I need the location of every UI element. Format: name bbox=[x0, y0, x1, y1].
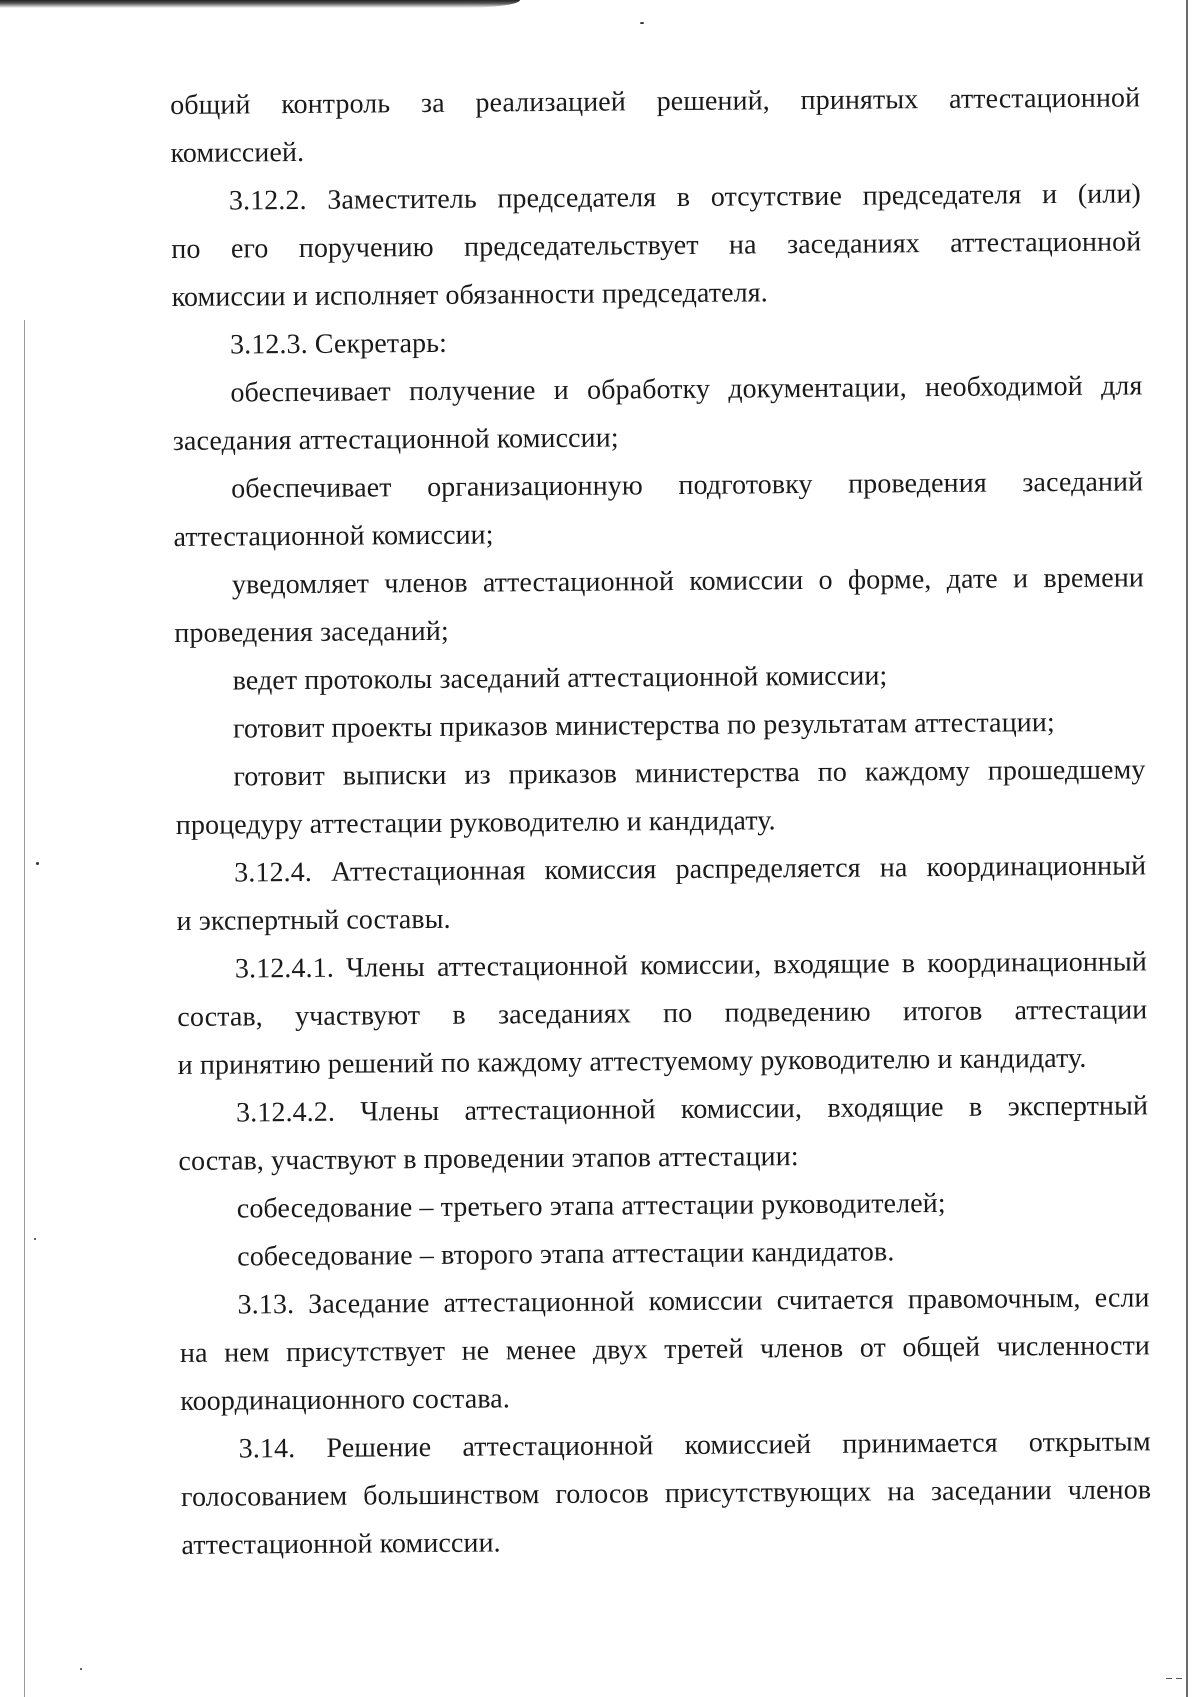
text-line: аттестационной комиссии; bbox=[173, 519, 494, 553]
paragraph-3-12-3: 3.12.3. Секретарь: bbox=[229, 327, 448, 361]
text-line: аттестационной комиссии. bbox=[181, 1527, 501, 1561]
scan-mark bbox=[1166, 1678, 1172, 1679]
text-line: голосованием большинством голосов присутствующих на заседании членов bbox=[180, 1474, 1152, 1513]
text-line: комиссии и исполняет обязанности председателя. bbox=[171, 277, 768, 313]
text-line: общий контроль за реализацией решений, принятых аттестационной bbox=[170, 82, 1141, 121]
scan-edge-left bbox=[24, 320, 25, 1697]
text-line: состав, участвуют в заседаниях по подведению итогов аттестации bbox=[177, 994, 1148, 1033]
list-item: готовит проекты приказов министерства по результатам аттестации; bbox=[232, 707, 1055, 745]
list-item: обеспечивает организационную подготовку проведения заседаний bbox=[231, 466, 1144, 505]
document-body bbox=[170, 74, 1152, 1570]
paragraph-3-12-4-1: 3.12.4.1. Члены аттестационной комиссии, входящие в координационный bbox=[234, 946, 1148, 985]
paragraph-3-12-4: 3.12.4. Аттестационная комиссия распределяется на координационный bbox=[234, 850, 1147, 889]
text-line: заседания аттестационной комиссии; bbox=[172, 422, 619, 457]
list-item: обеспечивает получение и обработку документации, необходимой для bbox=[230, 370, 1143, 409]
scan-edge-top bbox=[0, 0, 520, 8]
text-line: комиссией. bbox=[170, 136, 305, 169]
text-line: по его поручению председательствует на заседаниях аттестационной bbox=[171, 226, 1142, 265]
scan-speck bbox=[36, 862, 39, 865]
text-line: координационного состава. bbox=[180, 1383, 511, 1417]
text-line: на нем присутствует не менее двух третей членов от общей численности bbox=[179, 1330, 1151, 1369]
text-line: состав, участвуют в проведении этапов аттестации: bbox=[178, 1141, 799, 1177]
text-line: и экспертный составы. bbox=[176, 903, 451, 937]
scan-speck bbox=[34, 1238, 36, 1240]
paragraph-3-13: 3.13. Заседание аттестационной комиссии считается правомочным, если bbox=[237, 1282, 1150, 1321]
text-line: и принятию решений по каждому аттестуемому руководителю и кандидату. bbox=[177, 1042, 1087, 1081]
list-item: собеседование – второго этапа аттестации кандидатов. bbox=[237, 1236, 895, 1273]
list-item: собеседование – третьего этапа аттестации руководителей; bbox=[236, 1187, 946, 1225]
scan-speck bbox=[80, 1668, 82, 1670]
list-item: готовит выписки из приказов министерства по каждому прошедшему bbox=[233, 754, 1146, 793]
scan-mark bbox=[1176, 1678, 1182, 1679]
scan-speck bbox=[640, 22, 644, 24]
list-item: уведомляет членов аттестационной комиссии о форме, дате и времени bbox=[231, 562, 1145, 601]
text-line: проведения заседаний; bbox=[174, 615, 449, 649]
list-item: ведет протоколы заседаний аттестационной комиссии; bbox=[232, 660, 888, 697]
paragraph-3-14: 3.14. Решение аттестационной комиссией принимается открытым bbox=[238, 1426, 1151, 1465]
scan-edge-right bbox=[1186, 0, 1188, 1697]
paragraph-3-12-4-2: 3.12.4.2. Члены аттестационной комиссии, входящие в экспертный bbox=[235, 1090, 1149, 1129]
text-line: процедуру аттестации руководителю и кандидату. bbox=[175, 805, 776, 841]
paragraph-3-12-2: 3.12.2. Заместитель председателя в отсутствие председателя и (или) bbox=[228, 178, 1142, 217]
